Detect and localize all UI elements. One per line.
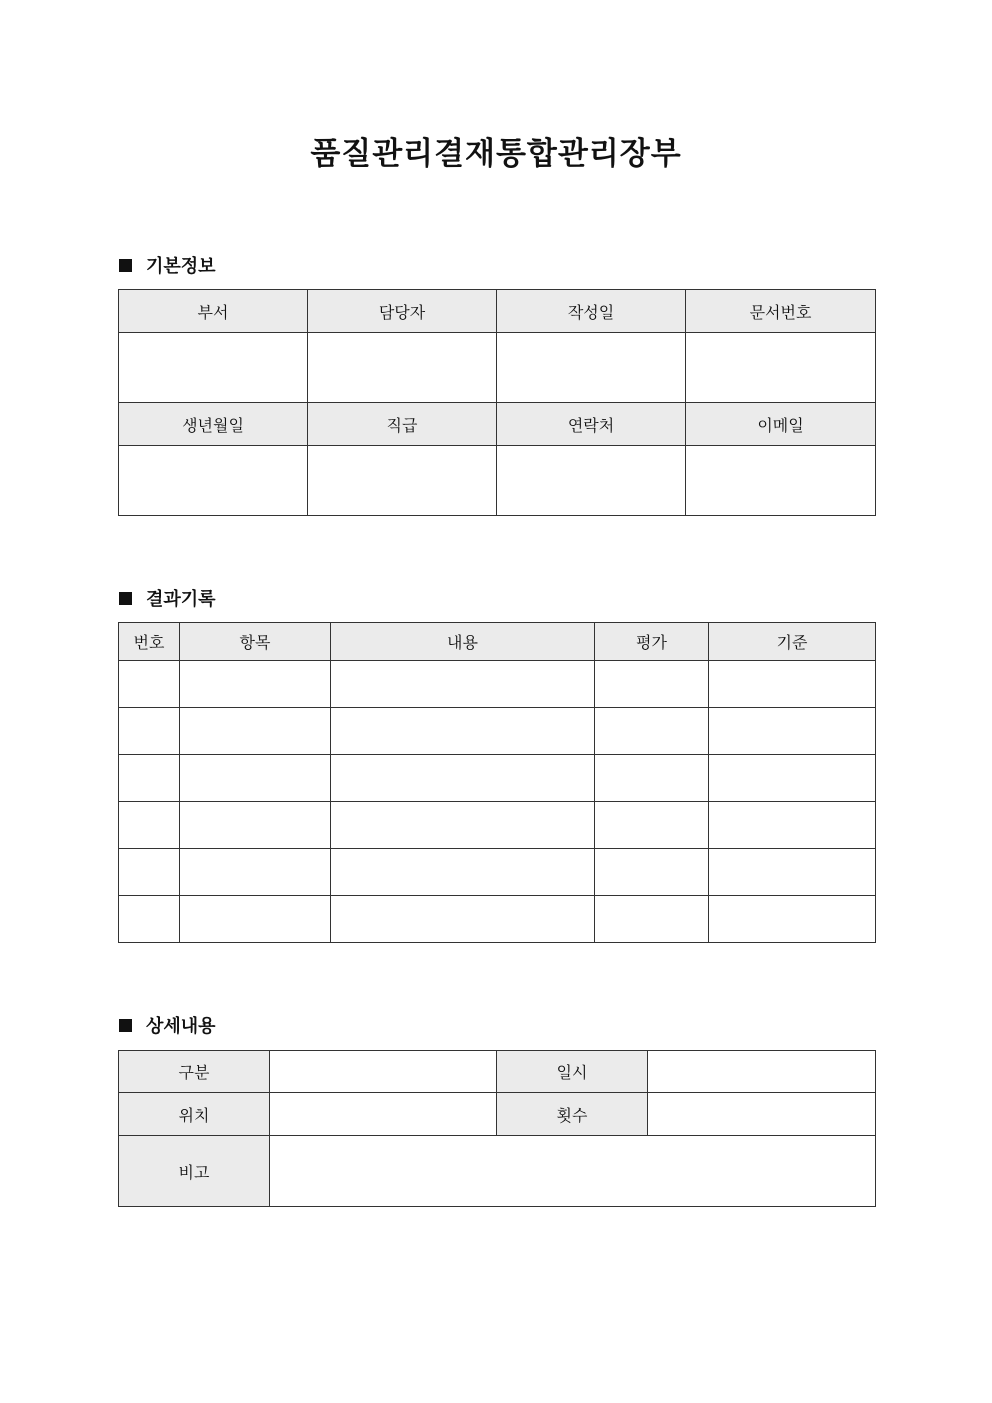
header-document-number: 문서번호	[686, 290, 876, 333]
square-bullet-icon	[119, 1019, 132, 1032]
content-cell[interactable]	[331, 896, 595, 943]
header-manager: 담당자	[308, 290, 497, 333]
content-cell[interactable]	[331, 755, 595, 802]
section-heading-result	[119, 586, 216, 610]
standard-cell[interactable]	[709, 755, 876, 802]
table-row	[119, 1093, 876, 1136]
manager-cell[interactable]	[308, 333, 497, 403]
birthdate-cell[interactable]	[119, 446, 308, 516]
item-cell[interactable]	[180, 802, 331, 849]
section-heading-label: 결과기록	[146, 589, 216, 610]
result-rows	[119, 661, 876, 943]
evaluation-cell[interactable]	[595, 802, 709, 849]
table-row	[119, 1051, 876, 1093]
number-cell[interactable]	[119, 661, 180, 708]
number-cell[interactable]	[119, 849, 180, 896]
table-header-row	[119, 403, 876, 446]
item-cell[interactable]	[180, 661, 331, 708]
item-cell[interactable]	[180, 896, 331, 943]
header-birthdate: 생년월일	[119, 403, 308, 446]
content-cell[interactable]	[331, 802, 595, 849]
table-value-row	[119, 333, 876, 403]
label-count: 횟수	[497, 1093, 648, 1136]
square-bullet-icon	[119, 259, 132, 272]
result-record-table	[118, 622, 876, 943]
evaluation-cell[interactable]	[595, 661, 709, 708]
email-cell[interactable]	[686, 446, 876, 516]
detail-table	[118, 1050, 876, 1207]
content-cell[interactable]	[331, 661, 595, 708]
evaluation-cell[interactable]	[595, 896, 709, 943]
standard-cell[interactable]	[709, 708, 876, 755]
header-date-written: 작성일	[497, 290, 686, 333]
table-row	[119, 708, 876, 755]
header-standard: 기준	[709, 623, 876, 661]
evaluation-cell[interactable]	[595, 755, 709, 802]
evaluation-cell[interactable]	[595, 849, 709, 896]
evaluation-cell[interactable]	[595, 708, 709, 755]
department-cell[interactable]	[119, 333, 308, 403]
header-department: 부서	[119, 290, 308, 333]
position-cell[interactable]	[308, 446, 497, 516]
number-cell[interactable]	[119, 896, 180, 943]
table-value-row	[119, 446, 876, 516]
content-cell[interactable]	[331, 849, 595, 896]
header-contact: 연락처	[497, 403, 686, 446]
item-cell[interactable]	[180, 708, 331, 755]
item-cell[interactable]	[180, 755, 331, 802]
label-remarks: 비고	[119, 1136, 270, 1207]
table-header-row	[119, 623, 876, 661]
item-cell[interactable]	[180, 849, 331, 896]
number-cell[interactable]	[119, 755, 180, 802]
content-cell[interactable]	[331, 708, 595, 755]
table-row	[119, 1136, 876, 1207]
header-number: 번호	[119, 623, 180, 661]
count-cell[interactable]	[648, 1093, 876, 1136]
table-header-row	[119, 290, 876, 333]
date-written-cell[interactable]	[497, 333, 686, 403]
section-heading-label: 기본정보	[146, 256, 216, 277]
remarks-cell[interactable]	[270, 1136, 876, 1207]
label-datetime: 일시	[497, 1051, 648, 1093]
section-heading-basic	[119, 253, 216, 277]
table-row	[119, 896, 876, 943]
datetime-cell[interactable]	[648, 1051, 876, 1093]
category-cell[interactable]	[270, 1051, 497, 1093]
standard-cell[interactable]	[709, 896, 876, 943]
square-bullet-icon	[119, 592, 132, 605]
standard-cell[interactable]	[709, 661, 876, 708]
section-heading-detail	[119, 1013, 216, 1037]
label-category: 구분	[119, 1051, 270, 1093]
header-item: 항목	[180, 623, 331, 661]
table-row	[119, 849, 876, 896]
table-row	[119, 755, 876, 802]
contact-cell[interactable]	[497, 446, 686, 516]
number-cell[interactable]	[119, 708, 180, 755]
table-row	[119, 802, 876, 849]
standard-cell[interactable]	[709, 849, 876, 896]
header-email: 이메일	[686, 403, 876, 446]
basic-info-table	[118, 289, 876, 516]
header-evaluation: 평가	[595, 623, 709, 661]
header-position: 직급	[308, 403, 497, 446]
table-row	[119, 661, 876, 708]
label-location: 위치	[119, 1093, 270, 1136]
number-cell[interactable]	[119, 802, 180, 849]
section-heading-label: 상세내용	[146, 1016, 216, 1037]
location-cell[interactable]	[270, 1093, 497, 1136]
standard-cell[interactable]	[709, 802, 876, 849]
header-content: 내용	[331, 623, 595, 661]
document-number-cell[interactable]	[686, 333, 876, 403]
document-title: 품질관리결재통합관리장부	[310, 136, 682, 172]
